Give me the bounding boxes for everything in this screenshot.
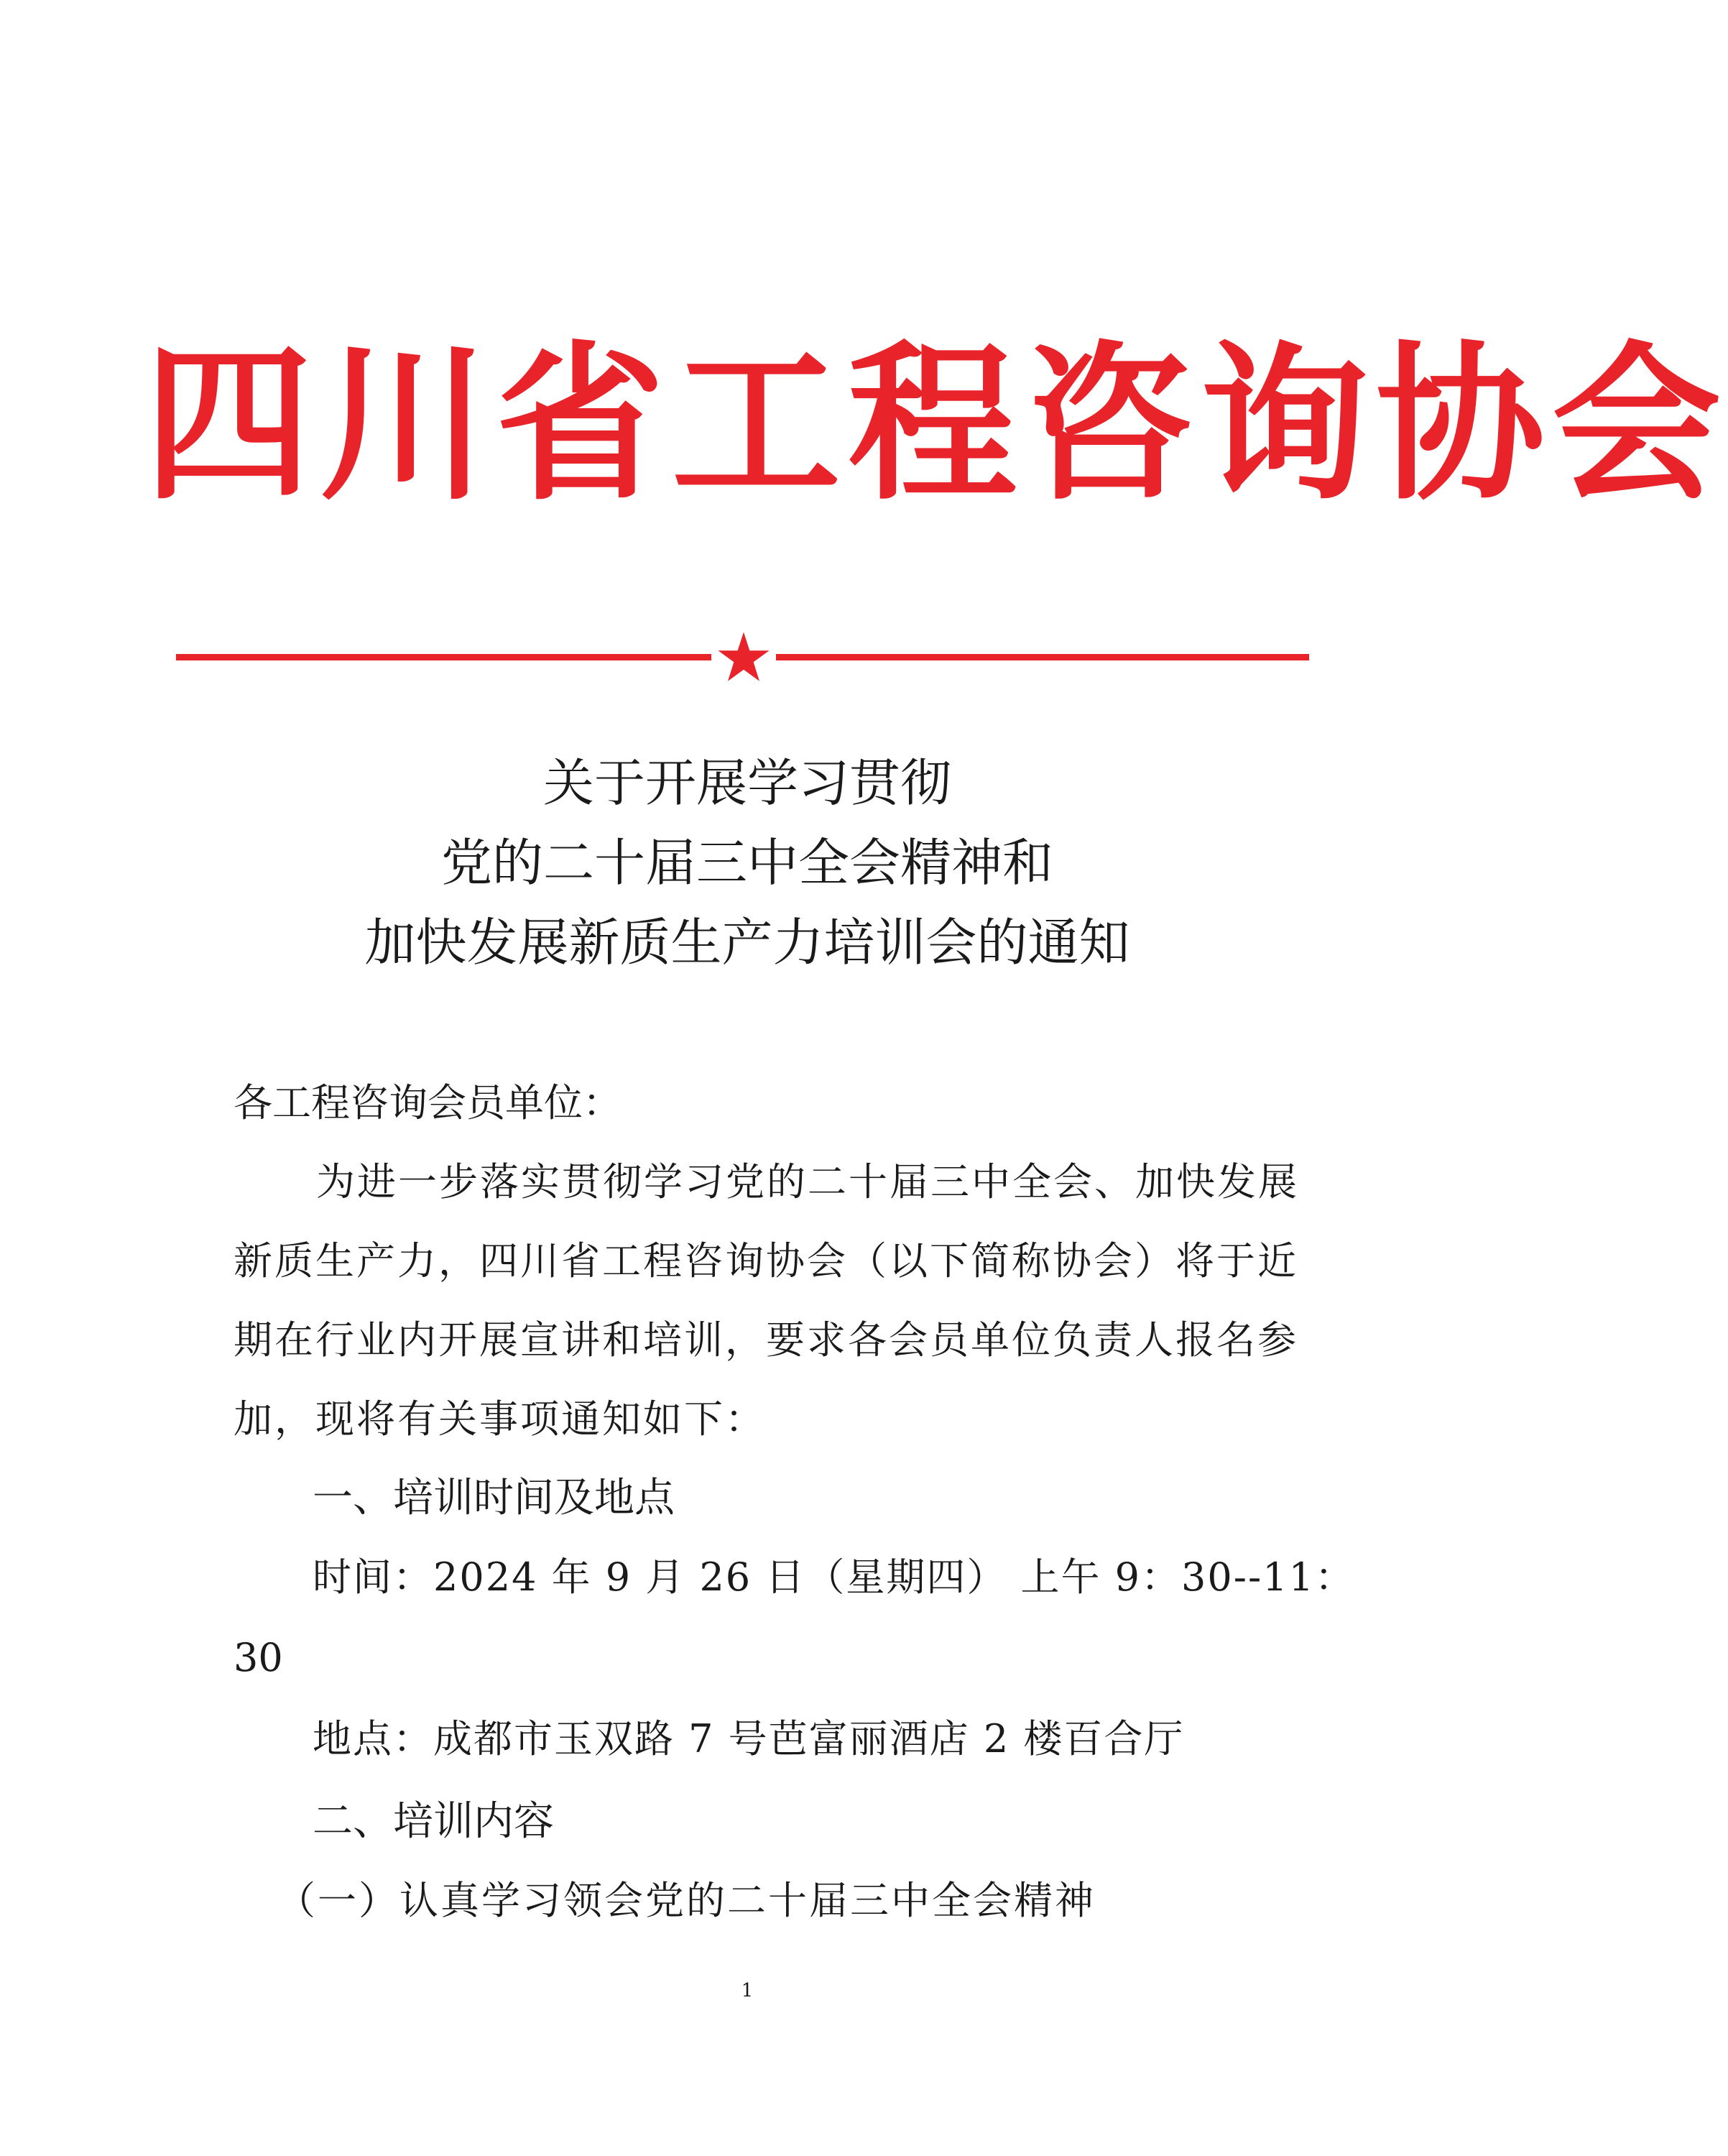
- intro-paragraph-line: 期在行业内开展宣讲和培训，要求各会员单位负责人报名参: [234, 1317, 1298, 1363]
- star-icon: [711, 631, 776, 683]
- letterhead-rule-left: [176, 654, 711, 660]
- intro-paragraph-line: 加，现将有关事项通知如下：: [234, 1396, 766, 1442]
- training-place: 地点：成都市玉双路 7 号芭富丽酒店 2 楼百合厅: [313, 1716, 1185, 1761]
- document-title-line-2: 党的二十届三中全会精神和: [440, 833, 1053, 893]
- section-heading-time-place: 一、培训时间及地点: [313, 1475, 675, 1521]
- content-item-1: （一）认真学习领会党的二十届三中全会精神: [277, 1878, 1096, 1923]
- intro-paragraph-line: 新质生产力，四川省工程咨询协会（以下简称协会）将于近: [234, 1238, 1298, 1284]
- document-title-line-3: 加快发展新质生产力培训会的通知: [364, 913, 1130, 972]
- section-heading-content: 二、培训内容: [313, 1798, 554, 1845]
- salutation: 各工程咨询会员单位：: [234, 1080, 622, 1125]
- letterhead-rule-right: [776, 654, 1309, 660]
- page-number: 1: [741, 1980, 754, 2001]
- training-time: 时间：2024 年 9 月 26 日（星期四） 上午 9：30--11：: [313, 1554, 1355, 1600]
- intro-paragraph-line: 为进一步落实贯彻学习党的二十届三中全会、加快发展: [316, 1159, 1299, 1204]
- training-time-continued: 30: [234, 1635, 283, 1680]
- letterhead-org-name: 四川省工程咨询协会: [144, 325, 1728, 523]
- document-title-line-1: 关于开展学习贯彻: [542, 753, 951, 813]
